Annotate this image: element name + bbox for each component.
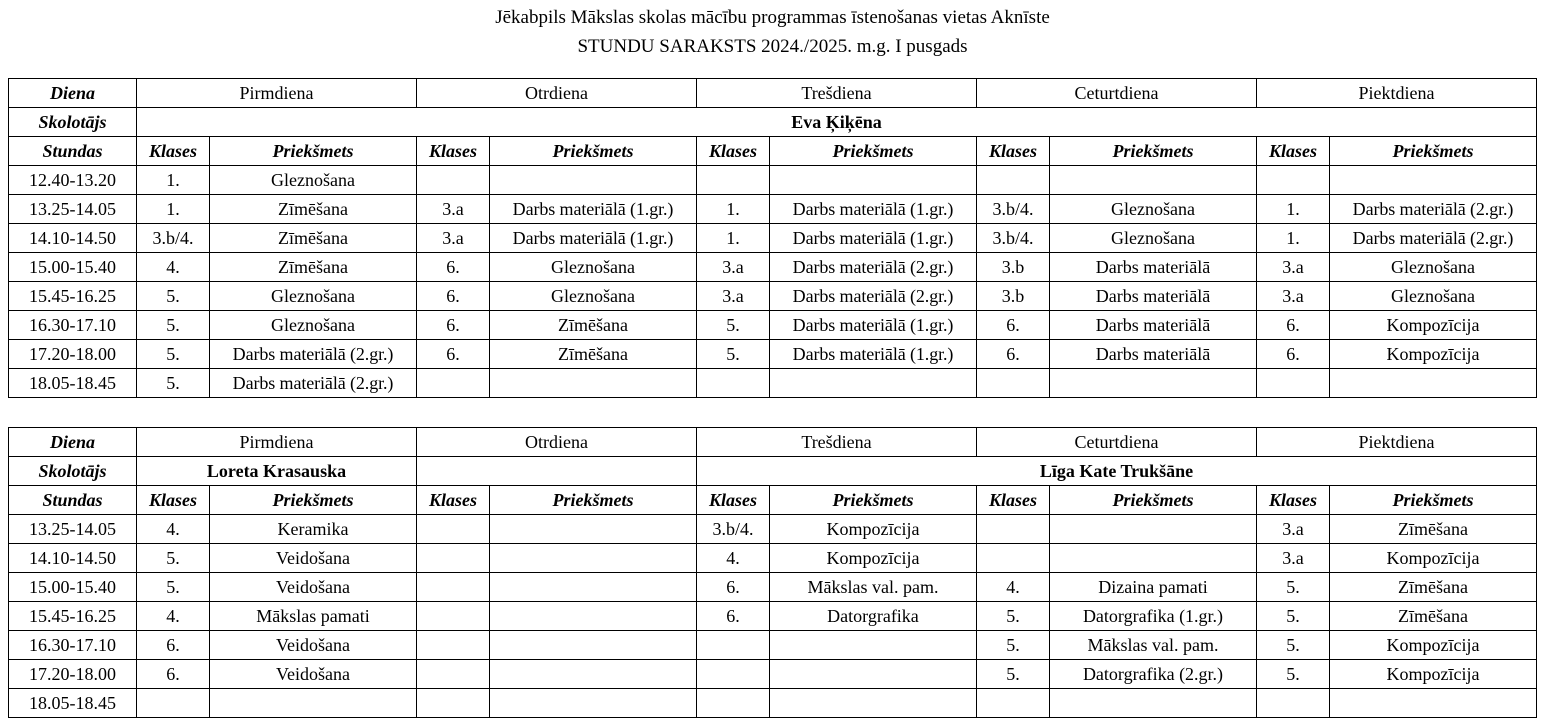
table-row (9, 340, 1537, 369)
class-cell (697, 631, 770, 660)
subject-cell (490, 660, 697, 689)
subject-cell (1050, 544, 1257, 573)
class-cell (977, 515, 1050, 544)
subject-cell: Darbs materiālā (1050, 311, 1257, 340)
class-header: Klases (697, 137, 770, 166)
subject-cell: Veidošana (210, 544, 417, 573)
subject-header: Priekšmets (770, 137, 977, 166)
day-header-row (9, 428, 1537, 457)
class-cell: 1. (697, 195, 770, 224)
class-cell: 6. (137, 631, 210, 660)
lesson-time: 15.45-16.25 (9, 282, 137, 311)
hours-label: Stundas (9, 486, 137, 515)
table-row (9, 689, 1537, 718)
subject-cell (490, 166, 697, 195)
class-cell (697, 166, 770, 195)
class-cell: 4. (697, 544, 770, 573)
class-cell: 6. (977, 311, 1050, 340)
document-title: Jēkabpils Mākslas skolas mācību programmas īstenošanas vietas Aknīste (495, 7, 1050, 28)
class-cell (977, 689, 1050, 718)
class-cell (417, 544, 490, 573)
teacher-label: Skolotājs (9, 457, 137, 486)
teacher-label: Skolotājs (9, 108, 137, 137)
subject-cell: Gleznošana (1330, 282, 1537, 311)
table-row (9, 311, 1537, 340)
subject-header: Priekšmets (1330, 137, 1537, 166)
class-cell: 5. (697, 311, 770, 340)
schedule-table-2 (8, 427, 1537, 718)
table-row (9, 253, 1537, 282)
class-cell: 5. (137, 311, 210, 340)
table-row (9, 166, 1537, 195)
class-header: Klases (417, 137, 490, 166)
subject-cell: Kompozīcija (770, 544, 977, 573)
table-row (9, 224, 1537, 253)
class-cell: 6. (417, 340, 490, 369)
day-header: Piektdiena (1257, 79, 1537, 108)
class-cell (977, 369, 1050, 398)
class-cell: 1. (137, 166, 210, 195)
class-cell (697, 689, 770, 718)
class-header: Klases (697, 486, 770, 515)
subject-cell: Mākslas pamati (210, 602, 417, 631)
lesson-time: 16.30-17.10 (9, 311, 137, 340)
subject-cell (490, 544, 697, 573)
class-cell: 5. (137, 340, 210, 369)
lesson-time: 15.00-15.40 (9, 573, 137, 602)
day-header: Piektdiena (1257, 428, 1537, 457)
class-cell: 1. (1257, 195, 1330, 224)
class-header: Klases (417, 486, 490, 515)
lesson-time: 15.00-15.40 (9, 253, 137, 282)
class-header: Klases (977, 137, 1050, 166)
class-cell (977, 166, 1050, 195)
subject-cell (770, 369, 977, 398)
subject-cell: Darbs materiālā (1.gr.) (490, 224, 697, 253)
subject-cell (490, 689, 697, 718)
class-cell: 3.a (1257, 515, 1330, 544)
teacher-row (9, 108, 1537, 137)
day-header-row (9, 79, 1537, 108)
lesson-time: 17.20-18.00 (9, 660, 137, 689)
subject-cell: Darbs materiālā (2.gr.) (1330, 224, 1537, 253)
class-cell: 5. (137, 573, 210, 602)
class-header: Klases (137, 486, 210, 515)
class-cell: 1. (1257, 224, 1330, 253)
table-row (9, 544, 1537, 573)
subject-cell: Datorgrafika (770, 602, 977, 631)
subject-cell: Zīmēšana (1330, 573, 1537, 602)
class-cell (1257, 689, 1330, 718)
subject-header: Priekšmets (210, 486, 417, 515)
table-row (9, 631, 1537, 660)
subject-cell: Gleznošana (1050, 195, 1257, 224)
day-header: Otrdiena (417, 79, 697, 108)
class-cell (1257, 166, 1330, 195)
subject-cell: Darbs materiālā (1.gr.) (770, 340, 977, 369)
class-cell: 6. (1257, 340, 1330, 369)
subject-cell: Darbs materiālā (2.gr.) (210, 340, 417, 369)
day-header: Pirmdiena (137, 428, 417, 457)
class-cell: 5. (977, 660, 1050, 689)
subject-cell: Darbs materiālā (1050, 253, 1257, 282)
class-cell (417, 166, 490, 195)
class-cell: 5. (977, 631, 1050, 660)
class-cell: 5. (137, 369, 210, 398)
subject-cell: Gleznošana (490, 282, 697, 311)
column-header-row (9, 137, 1537, 166)
subject-cell (490, 631, 697, 660)
subject-cell: Mākslas val. pam. (770, 573, 977, 602)
class-cell: 3.b/4. (137, 224, 210, 253)
lesson-time: 13.25-14.05 (9, 195, 137, 224)
subject-cell: Zīmēšana (1330, 602, 1537, 631)
class-cell (417, 602, 490, 631)
class-cell: 6. (697, 573, 770, 602)
class-cell: 4. (137, 515, 210, 544)
lesson-time: 14.10-14.50 (9, 544, 137, 573)
subject-cell: Gleznošana (1330, 253, 1537, 282)
class-cell: 6. (417, 311, 490, 340)
lesson-time: 16.30-17.10 (9, 631, 137, 660)
subject-cell: Darbs materiālā (2.gr.) (210, 369, 417, 398)
class-header: Klases (1257, 486, 1330, 515)
subject-header: Priekšmets (1050, 486, 1257, 515)
subject-cell: Darbs materiālā (1.gr.) (770, 224, 977, 253)
subject-cell: Zīmēšana (210, 253, 417, 282)
class-cell: 3.a (1257, 253, 1330, 282)
day-header: Ceturtdiena (977, 428, 1257, 457)
class-cell (417, 631, 490, 660)
class-cell: 5. (977, 602, 1050, 631)
subject-cell: Kompozīcija (1330, 544, 1537, 573)
subject-cell: Keramika (210, 515, 417, 544)
class-cell: 6. (697, 602, 770, 631)
table-row (9, 602, 1537, 631)
table-row (9, 195, 1537, 224)
table-row (9, 369, 1537, 398)
class-cell: 3.a (1257, 282, 1330, 311)
subject-cell (770, 689, 977, 718)
subject-header: Priekšmets (490, 137, 697, 166)
teacher-row (9, 457, 1537, 486)
subject-cell: Gleznošana (210, 282, 417, 311)
column-header-row (9, 486, 1537, 515)
day-label: Diena (9, 428, 137, 457)
subject-cell: Darbs materiālā (1050, 340, 1257, 369)
subject-cell (490, 573, 697, 602)
subject-cell: Kompozīcija (1330, 311, 1537, 340)
subject-cell (1330, 166, 1537, 195)
subject-cell (1050, 689, 1257, 718)
class-cell: 3.a (417, 195, 490, 224)
lesson-time: 15.45-16.25 (9, 602, 137, 631)
subject-cell: Gleznošana (210, 311, 417, 340)
subject-cell: Kompozīcija (1330, 660, 1537, 689)
subject-header: Priekšmets (770, 486, 977, 515)
teacher-name: Eva Ķiķēna (137, 108, 1537, 137)
day-header: Ceturtdiena (977, 79, 1257, 108)
class-cell (977, 544, 1050, 573)
class-cell (417, 660, 490, 689)
subject-cell: Darbs materiālā (1.gr.) (490, 195, 697, 224)
class-cell: 4. (977, 573, 1050, 602)
class-cell: 5. (1257, 573, 1330, 602)
class-cell: 4. (137, 253, 210, 282)
subject-cell: Darbs materiālā (1.gr.) (770, 311, 977, 340)
subject-cell (1330, 689, 1537, 718)
subject-cell (1050, 166, 1257, 195)
subject-cell (770, 631, 977, 660)
class-cell: 4. (137, 602, 210, 631)
teacher-name: Loreta Krasauska (137, 457, 417, 486)
teacher-name: Līga Kate Trukšāne (697, 457, 1537, 486)
class-header: Klases (977, 486, 1050, 515)
class-cell: 1. (697, 224, 770, 253)
subject-header: Priekšmets (490, 486, 697, 515)
subject-cell: Darbs materiālā (2.gr.) (770, 253, 977, 282)
class-cell: 5. (1257, 631, 1330, 660)
subject-cell: Kompozīcija (1330, 631, 1537, 660)
hours-label: Stundas (9, 137, 137, 166)
table-row (9, 282, 1537, 311)
subject-cell (490, 515, 697, 544)
schedule-table-1 (8, 78, 1537, 398)
class-header: Klases (1257, 137, 1330, 166)
class-cell: 5. (1257, 660, 1330, 689)
class-cell: 3.a (697, 282, 770, 311)
subject-cell (770, 660, 977, 689)
class-cell: 6. (1257, 311, 1330, 340)
subject-cell: Gleznošana (210, 166, 417, 195)
subject-cell (1050, 369, 1257, 398)
class-cell (697, 369, 770, 398)
document-subtitle: STUNDU SARAKSTS 2024./2025. m.g. I pusgads (577, 36, 968, 57)
day-label: Diena (9, 79, 137, 108)
subject-cell: Darbs materiālā (2.gr.) (1330, 195, 1537, 224)
subject-cell: Zīmēšana (1330, 515, 1537, 544)
subject-cell: Gleznošana (1050, 224, 1257, 253)
subject-cell: Darbs materiālā (2.gr.) (770, 282, 977, 311)
subject-header: Priekšmets (1330, 486, 1537, 515)
class-cell (697, 660, 770, 689)
class-cell: 6. (417, 282, 490, 311)
class-cell (417, 515, 490, 544)
class-cell: 3.a (417, 224, 490, 253)
subject-cell: Kompozīcija (1330, 340, 1537, 369)
day-header: Trešdiena (697, 79, 977, 108)
subject-cell (1050, 515, 1257, 544)
subject-header: Priekšmets (210, 137, 417, 166)
class-cell: 6. (977, 340, 1050, 369)
lesson-time: 18.05-18.45 (9, 689, 137, 718)
subject-cell: Mākslas val. pam. (1050, 631, 1257, 660)
subject-cell: Zīmēšana (490, 311, 697, 340)
class-cell: 3.b (977, 253, 1050, 282)
subject-cell: Datorgrafika (1.gr.) (1050, 602, 1257, 631)
class-cell: 3.a (1257, 544, 1330, 573)
table-row (9, 515, 1537, 544)
class-cell: 1. (137, 195, 210, 224)
day-header: Pirmdiena (137, 79, 417, 108)
lesson-time: 12.40-13.20 (9, 166, 137, 195)
teacher-name (417, 457, 697, 486)
subject-cell: Zīmēšana (210, 195, 417, 224)
lesson-time: 17.20-18.00 (9, 340, 137, 369)
class-cell: 3.b/4. (977, 224, 1050, 253)
subject-cell: Kompozīcija (770, 515, 977, 544)
subject-cell: Zīmēšana (490, 340, 697, 369)
class-cell: 6. (417, 253, 490, 282)
subject-cell: Veidošana (210, 631, 417, 660)
class-cell (417, 573, 490, 602)
table-row (9, 573, 1537, 602)
class-cell: 6. (137, 660, 210, 689)
subject-cell (210, 689, 417, 718)
class-cell (137, 689, 210, 718)
class-cell: 3.a (697, 253, 770, 282)
subject-cell (1330, 369, 1537, 398)
lesson-time: 18.05-18.45 (9, 369, 137, 398)
lesson-time: 13.25-14.05 (9, 515, 137, 544)
lesson-time: 14.10-14.50 (9, 224, 137, 253)
subject-cell: Gleznošana (490, 253, 697, 282)
class-cell: 3.b/4. (697, 515, 770, 544)
class-cell: 5. (697, 340, 770, 369)
class-cell: 3.b (977, 282, 1050, 311)
class-cell: 3.b/4. (977, 195, 1050, 224)
class-cell: 5. (137, 282, 210, 311)
day-header: Otrdiena (417, 428, 697, 457)
table-row (9, 660, 1537, 689)
subject-cell (490, 602, 697, 631)
subject-cell: Dizaina pamati (1050, 573, 1257, 602)
class-cell (417, 369, 490, 398)
subject-cell (770, 166, 977, 195)
subject-cell: Veidošana (210, 660, 417, 689)
day-header: Trešdiena (697, 428, 977, 457)
subject-header: Priekšmets (1050, 137, 1257, 166)
subject-cell: Darbs materiālā (1.gr.) (770, 195, 977, 224)
class-cell: 5. (1257, 602, 1330, 631)
subject-cell: Veidošana (210, 573, 417, 602)
subject-cell: Zīmēšana (210, 224, 417, 253)
class-header: Klases (137, 137, 210, 166)
class-cell: 5. (137, 544, 210, 573)
class-cell (1257, 369, 1330, 398)
subject-cell (490, 369, 697, 398)
subject-cell: Datorgrafika (2.gr.) (1050, 660, 1257, 689)
subject-cell: Darbs materiālā (1050, 282, 1257, 311)
class-cell (417, 689, 490, 718)
